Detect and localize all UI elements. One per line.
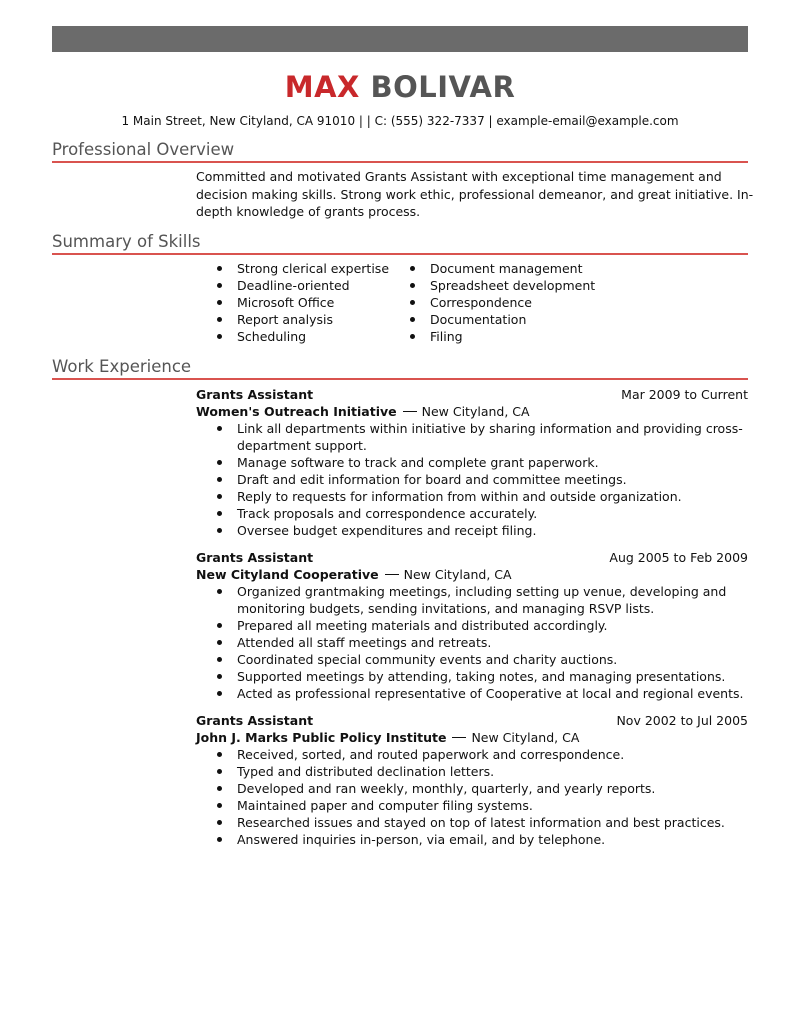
skills-heading: Summary of Skills	[52, 232, 201, 251]
skill-item: Document management	[404, 260, 595, 277]
duty-item: Maintained paper and computer filing systems.	[196, 797, 748, 814]
experience-heading: Work Experience	[52, 357, 192, 376]
duty-item: Reply to requests for information from within and outside organization.	[196, 488, 748, 505]
overview-heading: Professional Overview	[52, 140, 235, 159]
candidate-name	[0, 70, 800, 104]
skills-divider	[52, 253, 748, 255]
duty-item: Coordinated special community events and charity auctions.	[196, 651, 748, 668]
dash-separator	[452, 737, 466, 738]
dash-separator	[385, 574, 399, 575]
overview-text: Committed and motivated Grants Assistant with exceptional time management and decision making skills. Strong work ethic, professional demeanor, and great initiative. In-depth knowledge of grants process.	[196, 169, 754, 219]
job-title: Grants Assistant	[196, 387, 314, 402]
job-location: New Cityland, CA	[403, 567, 512, 582]
dash-separator	[403, 411, 417, 412]
skill-item: Scheduling	[211, 328, 389, 345]
duty-item: Track proposals and correspondence accurately.	[196, 505, 748, 522]
skill-item: Strong clerical expertise	[211, 260, 389, 277]
job-title: Grants Assistant	[196, 713, 314, 728]
duty-item: Answered inquiries in-person, via email, and by telephone.	[196, 831, 748, 848]
skill-item: Report analysis	[211, 311, 389, 328]
job-dates: Mar 2009 to Current	[621, 387, 748, 402]
skill-item: Microsoft Office	[211, 294, 389, 311]
duty-item: Oversee budget expenditures and receipt filing.	[196, 522, 748, 539]
duty-item: Supported meetings by attending, taking notes, and managing presentations.	[196, 668, 748, 685]
duty-item: Developed and ran weekly, monthly, quarterly, and yearly reports.	[196, 780, 748, 797]
duty-item: Typed and distributed declination letters.	[196, 763, 748, 780]
overview-divider	[52, 161, 748, 163]
job-dates: Nov 2002 to Jul 2005	[616, 713, 748, 728]
job-dates: Aug 2005 to Feb 2009	[609, 550, 748, 565]
duty-item: Organized grantmaking meetings, including setting up venue, developing and monitoring budgets, sending invitations, and managing RSVP lists.	[196, 583, 748, 617]
job-entry	[196, 386, 748, 539]
duty-item: Attended all staff meetings and retreats.	[196, 634, 748, 651]
skill-item: Correspondence	[404, 294, 595, 311]
duty-item: Link all departments within initiative by sharing information and providing cross-department support.	[196, 420, 748, 454]
header-bar	[52, 26, 748, 52]
skill-item: Deadline-oriented	[211, 277, 389, 294]
job-location: New Cityland, CA	[421, 404, 530, 419]
duty-item: Draft and edit information for board and committee meetings.	[196, 471, 748, 488]
skills-list-left	[211, 260, 389, 345]
duty-item: Prepared all meeting materials and distributed accordingly.	[196, 617, 748, 634]
last-name: BOLIVAR	[370, 70, 516, 104]
job-location: New Cityland, CA	[471, 730, 580, 745]
employer-name: New Cityland Cooperative	[196, 567, 379, 582]
duty-item: Researched issues and stayed on top of latest information and best practices.	[196, 814, 748, 831]
contact-line: 1 Main Street, New Cityland, CA 91010 | | C: (555) 322-7337 | example-email@example.com	[121, 114, 679, 128]
duties-list	[196, 420, 748, 539]
skill-item: Documentation	[404, 311, 595, 328]
job-entry	[196, 712, 748, 848]
experience-divider	[52, 378, 748, 380]
employer-name: John J. Marks Public Policy Institute	[196, 730, 447, 745]
job-entry	[196, 549, 748, 702]
first-name: MAX	[284, 70, 360, 104]
employer-name: Women's Outreach Initiative	[196, 404, 397, 419]
skills-list-right	[404, 260, 595, 345]
duties-list	[196, 583, 748, 702]
duty-item: Acted as professional representative of Cooperative at local and regional events.	[196, 685, 748, 702]
skill-item: Filing	[404, 328, 595, 345]
skill-item: Spreadsheet development	[404, 277, 595, 294]
job-title: Grants Assistant	[196, 550, 314, 565]
duty-item: Received, sorted, and routed paperwork and correspondence.	[196, 746, 748, 763]
duty-item: Manage software to track and complete grant paperwork.	[196, 454, 748, 471]
duties-list	[196, 746, 748, 848]
